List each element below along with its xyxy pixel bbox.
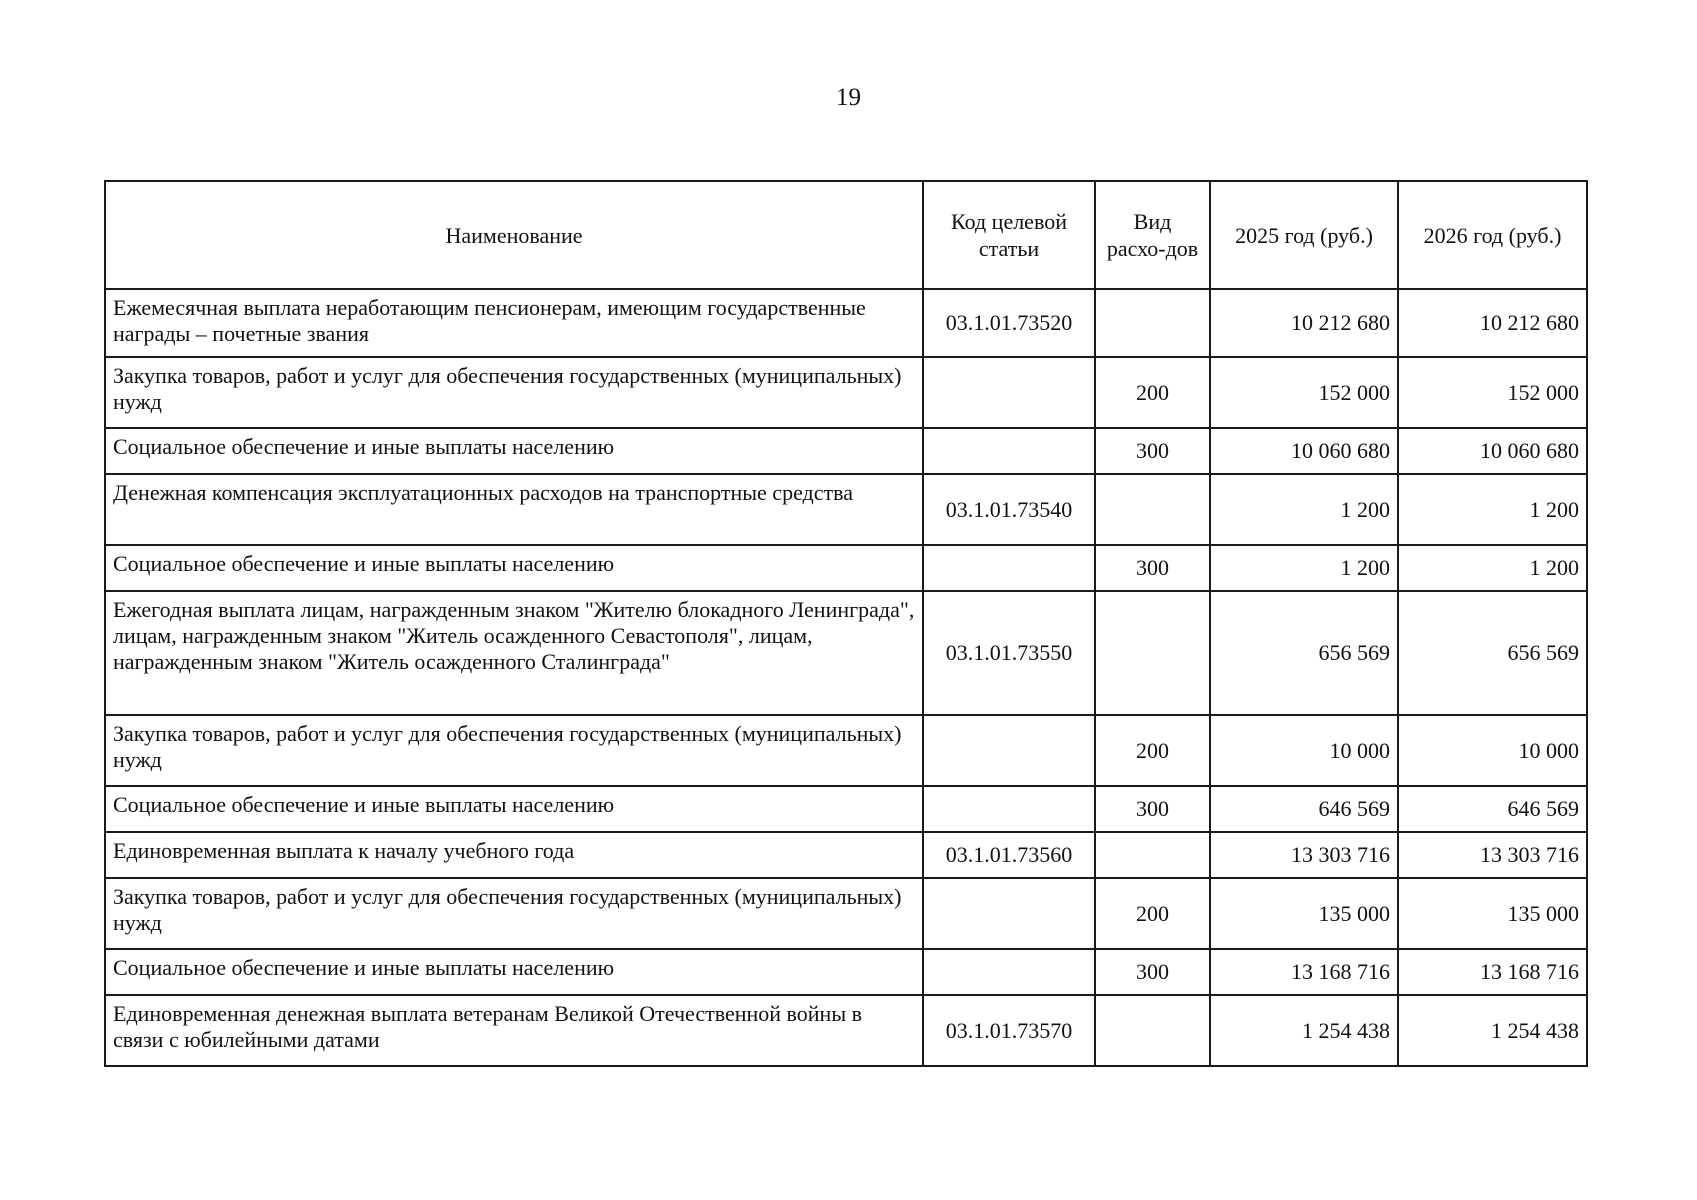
row-kind: 200	[1095, 878, 1210, 949]
row-2026: 1 254 438	[1398, 995, 1587, 1066]
row-2025: 10 000	[1210, 715, 1398, 786]
header-2025: 2025 год (руб.)	[1210, 181, 1398, 289]
header-kind: Вид расхо-дов	[1095, 181, 1210, 289]
row-2026: 152 000	[1398, 357, 1587, 428]
row-2025: 646 569	[1210, 786, 1398, 832]
table-row	[105, 949, 1587, 995]
row-name: Ежемесячная выплата неработающим пенсионерам, имеющим государственные награды – почетные звания	[105, 289, 923, 357]
row-name: Единовременная денежная выплата ветеранам Великой Отечественной войны в связи с юбилейными датами	[105, 995, 923, 1066]
row-code: 03.1.01.73540	[923, 474, 1095, 545]
row-name: Денежная компенсация эксплуатационных расходов на транспортные средства	[105, 474, 923, 545]
row-code	[923, 786, 1095, 832]
row-2025: 135 000	[1210, 878, 1398, 949]
header-code: Код целевой статьи	[923, 181, 1095, 289]
row-kind: 200	[1095, 715, 1210, 786]
table-row	[105, 428, 1587, 474]
row-2025: 1 200	[1210, 545, 1398, 591]
row-kind	[1095, 591, 1210, 715]
row-kind	[1095, 995, 1210, 1066]
row-2025: 1 254 438	[1210, 995, 1398, 1066]
row-name: Социальное обеспечение и иные выплаты населению	[105, 545, 923, 591]
table-row	[105, 591, 1587, 715]
row-code	[923, 357, 1095, 428]
row-2025: 1 200	[1210, 474, 1398, 545]
row-kind: 300	[1095, 949, 1210, 995]
row-name: Закупка товаров, работ и услуг для обеспечения государственных (муниципальных) нужд	[105, 878, 923, 949]
row-2026: 656 569	[1398, 591, 1587, 715]
table-row	[105, 786, 1587, 832]
row-2026: 10 212 680	[1398, 289, 1587, 357]
row-2026: 646 569	[1398, 786, 1587, 832]
table-row	[105, 995, 1587, 1066]
row-2025: 10 212 680	[1210, 289, 1398, 357]
table-row	[105, 474, 1587, 545]
row-2026: 10 000	[1398, 715, 1587, 786]
row-2025: 13 303 716	[1210, 832, 1398, 878]
page-number: 19	[836, 84, 861, 111]
row-2025: 152 000	[1210, 357, 1398, 428]
header-2026: 2026 год (руб.)	[1398, 181, 1587, 289]
table-row	[105, 545, 1587, 591]
row-name: Закупка товаров, работ и услуг для обеспечения государственных (муниципальных) нужд	[105, 357, 923, 428]
row-code: 03.1.01.73520	[923, 289, 1095, 357]
row-name: Социальное обеспечение и иные выплаты населению	[105, 428, 923, 474]
row-2026: 13 168 716	[1398, 949, 1587, 995]
table-row	[105, 832, 1587, 878]
row-kind	[1095, 289, 1210, 357]
row-name: Ежегодная выплата лицам, награжденным знаком "Жителю блокадного Ленинграда", лицам, награжденным знаком "Житель осажденного Севастополя", лицам, награжденным знаком "Житель осажденного Сталинграда"	[105, 591, 923, 715]
row-kind: 300	[1095, 786, 1210, 832]
row-kind: 300	[1095, 428, 1210, 474]
row-2026: 1 200	[1398, 474, 1587, 545]
row-kind	[1095, 832, 1210, 878]
header-row	[105, 181, 1587, 289]
row-code	[923, 949, 1095, 995]
row-name: Единовременная выплата к началу учебного года	[105, 832, 923, 878]
table-row	[105, 715, 1587, 786]
row-kind	[1095, 474, 1210, 545]
table-header	[105, 181, 1587, 289]
row-2026: 135 000	[1398, 878, 1587, 949]
row-2025: 10 060 680	[1210, 428, 1398, 474]
row-2026: 10 060 680	[1398, 428, 1587, 474]
row-2026: 1 200	[1398, 545, 1587, 591]
budget-table	[104, 180, 1588, 1067]
row-code	[923, 428, 1095, 474]
table-body	[105, 289, 1587, 1066]
row-name: Социальное обеспечение и иные выплаты населению	[105, 786, 923, 832]
row-code: 03.1.01.73550	[923, 591, 1095, 715]
row-2025: 13 168 716	[1210, 949, 1398, 995]
row-kind: 200	[1095, 357, 1210, 428]
header-name: Наименование	[105, 181, 923, 289]
row-name: Закупка товаров, работ и услуг для обеспечения государственных (муниципальных) нужд	[105, 715, 923, 786]
row-code	[923, 715, 1095, 786]
table-row	[105, 289, 1587, 357]
row-kind: 300	[1095, 545, 1210, 591]
table-row	[105, 357, 1587, 428]
row-code	[923, 545, 1095, 591]
table-row	[105, 878, 1587, 949]
row-code	[923, 878, 1095, 949]
row-code: 03.1.01.73560	[923, 832, 1095, 878]
row-2025: 656 569	[1210, 591, 1398, 715]
row-code: 03.1.01.73570	[923, 995, 1095, 1066]
row-name: Социальное обеспечение и иные выплаты населению	[105, 949, 923, 995]
row-2026: 13 303 716	[1398, 832, 1587, 878]
